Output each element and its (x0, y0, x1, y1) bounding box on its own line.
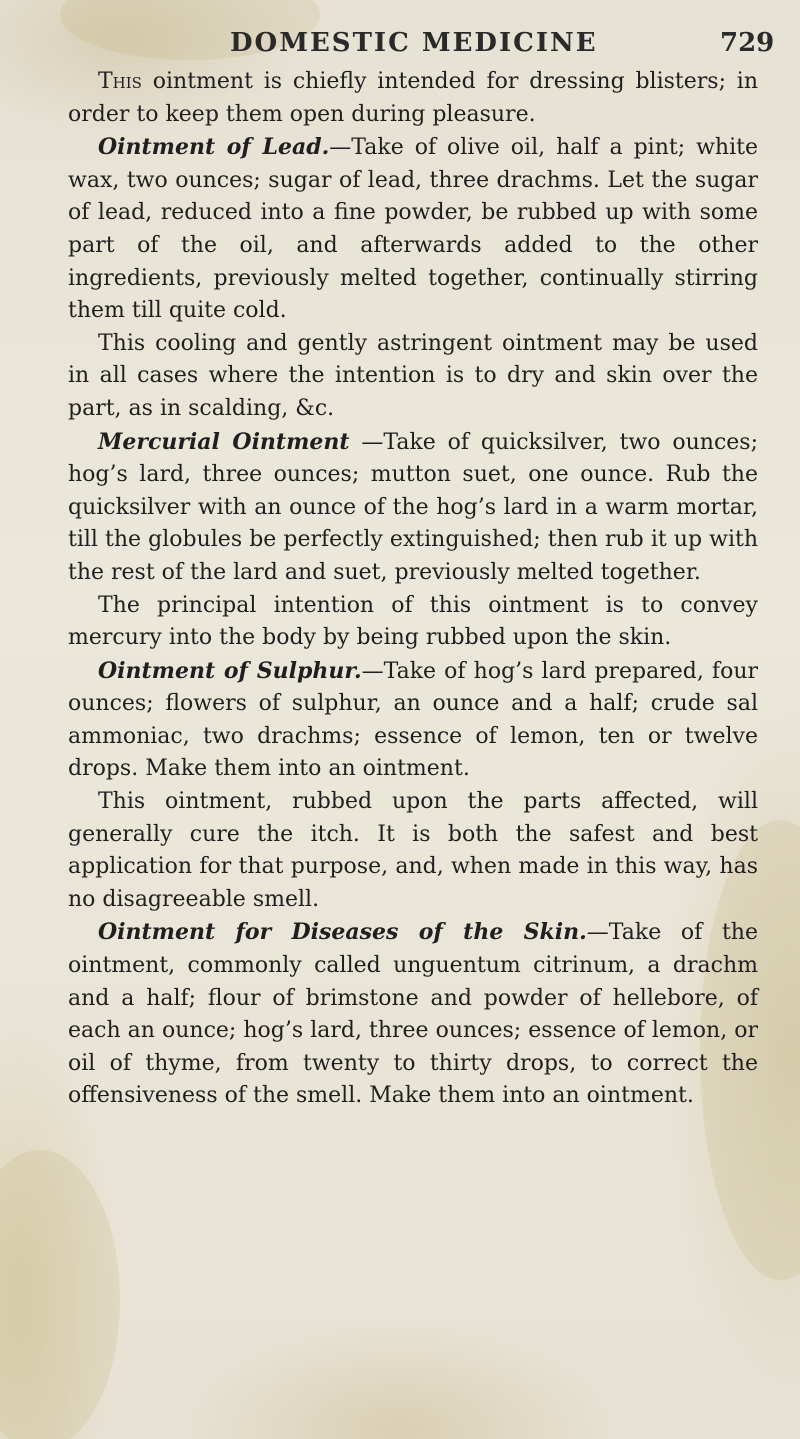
paragraph-text: This ointment, rubbed upon the parts affected, will generally cure the itch. It is both the safest and best application for that purpose, and, when made in this way, has no disagreeable smell. (68, 789, 758, 912)
paragraph-text: —Take of the ointment, commonly called unguentum citrinum, a drachm and a half; flour of brimstone and powder of hellebore, of each an ounce; hog’s lard, three ounces; essence of lemon, or oil of thyme, from twenty to thirty drops, to correct the offensiveness of the smell. Make them into an ointment. (68, 920, 758, 1109)
page-header (0, 28, 800, 68)
paragraph-text: —Take of quicksilver, two ounces; hog’s lard, three ounces; mutton suet, one ounce. Rub the quicksilver with an ounce of the hog’s lard in a warm mortar, till the globules be perfectly extinguished; then rub it up with the rest of the lard and suet, previously melted together. (68, 429, 758, 585)
running-head: DOMESTIC MEDICINE (230, 28, 598, 58)
paragraph-ointment-of-sulphur (68, 655, 758, 786)
paragraph-mercurial-ointment (68, 426, 758, 590)
paragraph-ointment-skin-diseases (68, 916, 758, 1113)
paragraph-text: The principal intention of this ointment is to convey mercury into the body by being rubbed upon the skin. (68, 592, 758, 651)
recipe-heading: Ointment of Lead. (98, 134, 330, 161)
paragraph-ointment-of-lead (68, 131, 758, 328)
paragraph-lead-word: This (98, 69, 142, 94)
recipe-heading: Ointment of Sulphur. (98, 657, 362, 684)
recipe-heading: Mercurial Ointment (98, 428, 350, 455)
paragraph-cooling-note (68, 328, 758, 426)
body-text (68, 66, 758, 1113)
paragraph-text: —Take of olive oil, half a pint; white wax, two ounces; sugar of lead, three drachms. Let the sugar of lead, reduced into a fine powder, be rubbed up with some part of the oil, and afterwards added to the other ingredients, previously melted together, continually stirring them till quite cold. (68, 135, 758, 324)
paragraph-sulphur-note (68, 786, 758, 916)
page-number: 729 (720, 28, 775, 58)
paragraph-text: This cooling and gently astringent ointment may be used in all cases where the intention is to dry and skin over the part, as in scalding, &c. (68, 330, 758, 421)
paper-stain (0, 1150, 120, 1439)
paragraph-text: —Take of hog’s lard prepared, four ounces; flowers of sulphur, an ounce and a half; crude sal ammoniac, two drachms; essence of lemon, ten or twelve drops. Make them into an ointment. (68, 658, 758, 782)
paragraph-mercurial-note (68, 590, 758, 655)
paragraph-text: ointment is chiefly intended for dressing blisters; in order to keep them open during pleasure. (68, 69, 758, 127)
paragraph-blisters-note (68, 66, 758, 131)
recipe-heading: Ointment for Diseases of the Skin. (98, 919, 587, 946)
